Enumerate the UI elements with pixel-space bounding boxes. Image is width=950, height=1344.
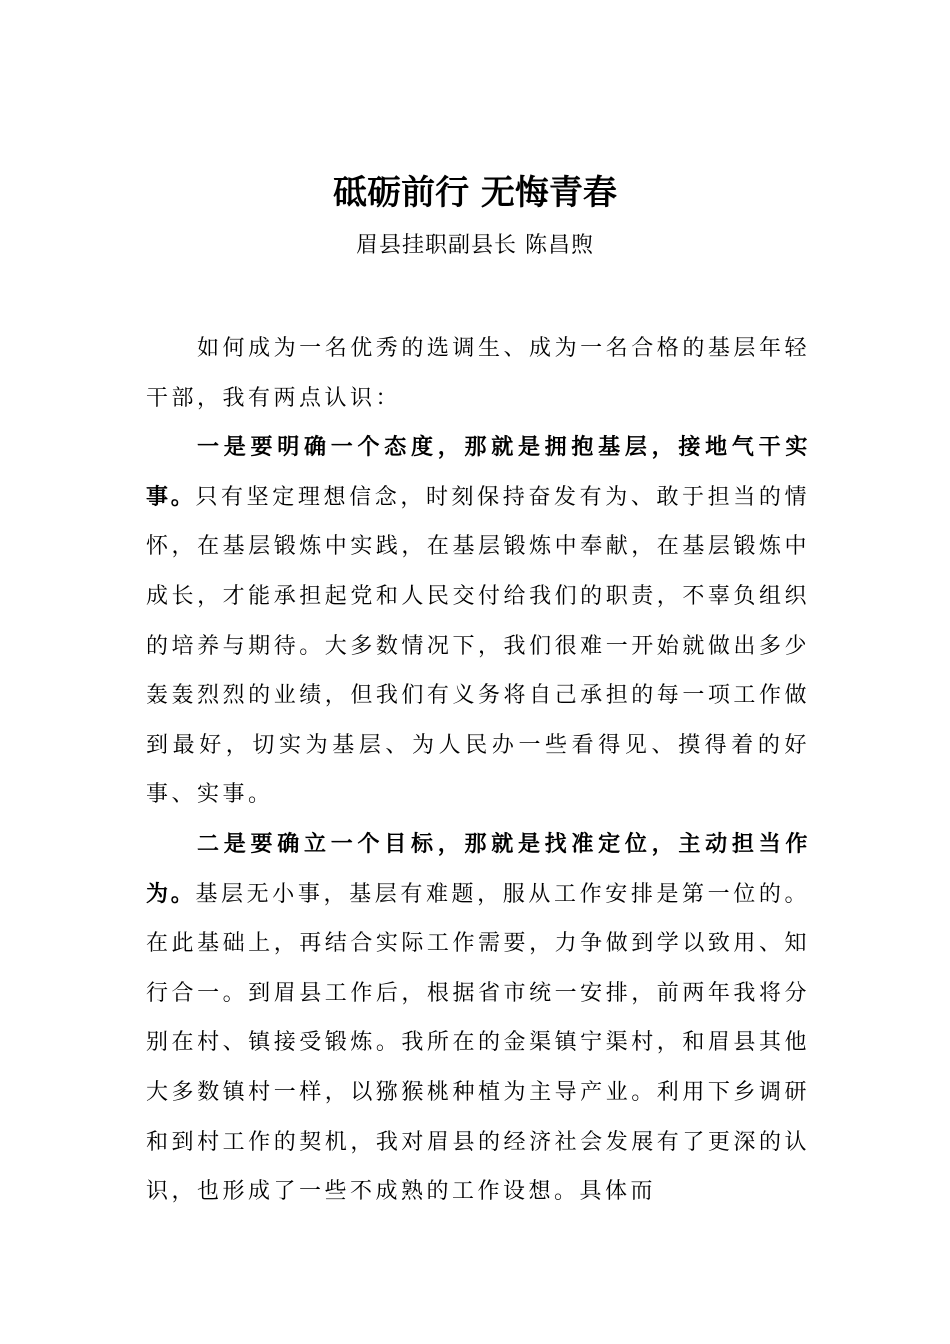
paragraph-lead: 一是要明确一个态度，那就是拥抱基层，接地气干实事。 — [146, 435, 810, 510]
document-author: 眉县挂职副县长 陈昌煦 — [356, 233, 594, 258]
paragraph-point-two — [146, 820, 810, 1217]
paragraph-lead: 二是要确立一个目标，那就是找准定位，主动担当作为。 — [146, 831, 810, 907]
document-title: 砥砺前行 无悔青春 — [333, 173, 617, 213]
paragraph-intro — [146, 324, 810, 423]
paragraph-text: 只有坚定理想信念，时刻保持奋发有为、敢于担当的情怀，在基层锻炼中实践，在基层锻炼中奉献，在基层锻炼中成长，才能承担起党和人民交付给我们的职责，不辜负组织的培养与期待。大多数情况下，我们很难一开始就做出多少轰轰烈烈的业绩，但我们有义务将自己承担的每一项工作做到最好，切实为基层、为人民办一些看得见、摸得着的好事、实事。 — [146, 484, 810, 808]
paragraph-text: 基层无小事，基层有难题，服从工作安排是第一位的。在此基础上，再结合实际工作需要，力争做到学以致用、知行合一。到眉县工作后，根据省市统一安排，前两年我将分别在村、镇接受锻炼。我所在的金渠镇宁渠村，和眉县其他大多数镇村一样，以猕猴桃种植为主导产业。利用下乡调研和到村工作的契机，我对眉县的经济社会发展有了更深的认识，也形成了一些不成熟的工作设想。具体而 — [146, 881, 810, 1205]
paragraph-text: 如何成为一名优秀的选调生、成为一名合格的基层年轻干部，我有两点认识： — [146, 336, 810, 411]
document-body — [146, 324, 810, 1217]
paragraph-point-one — [146, 423, 810, 820]
